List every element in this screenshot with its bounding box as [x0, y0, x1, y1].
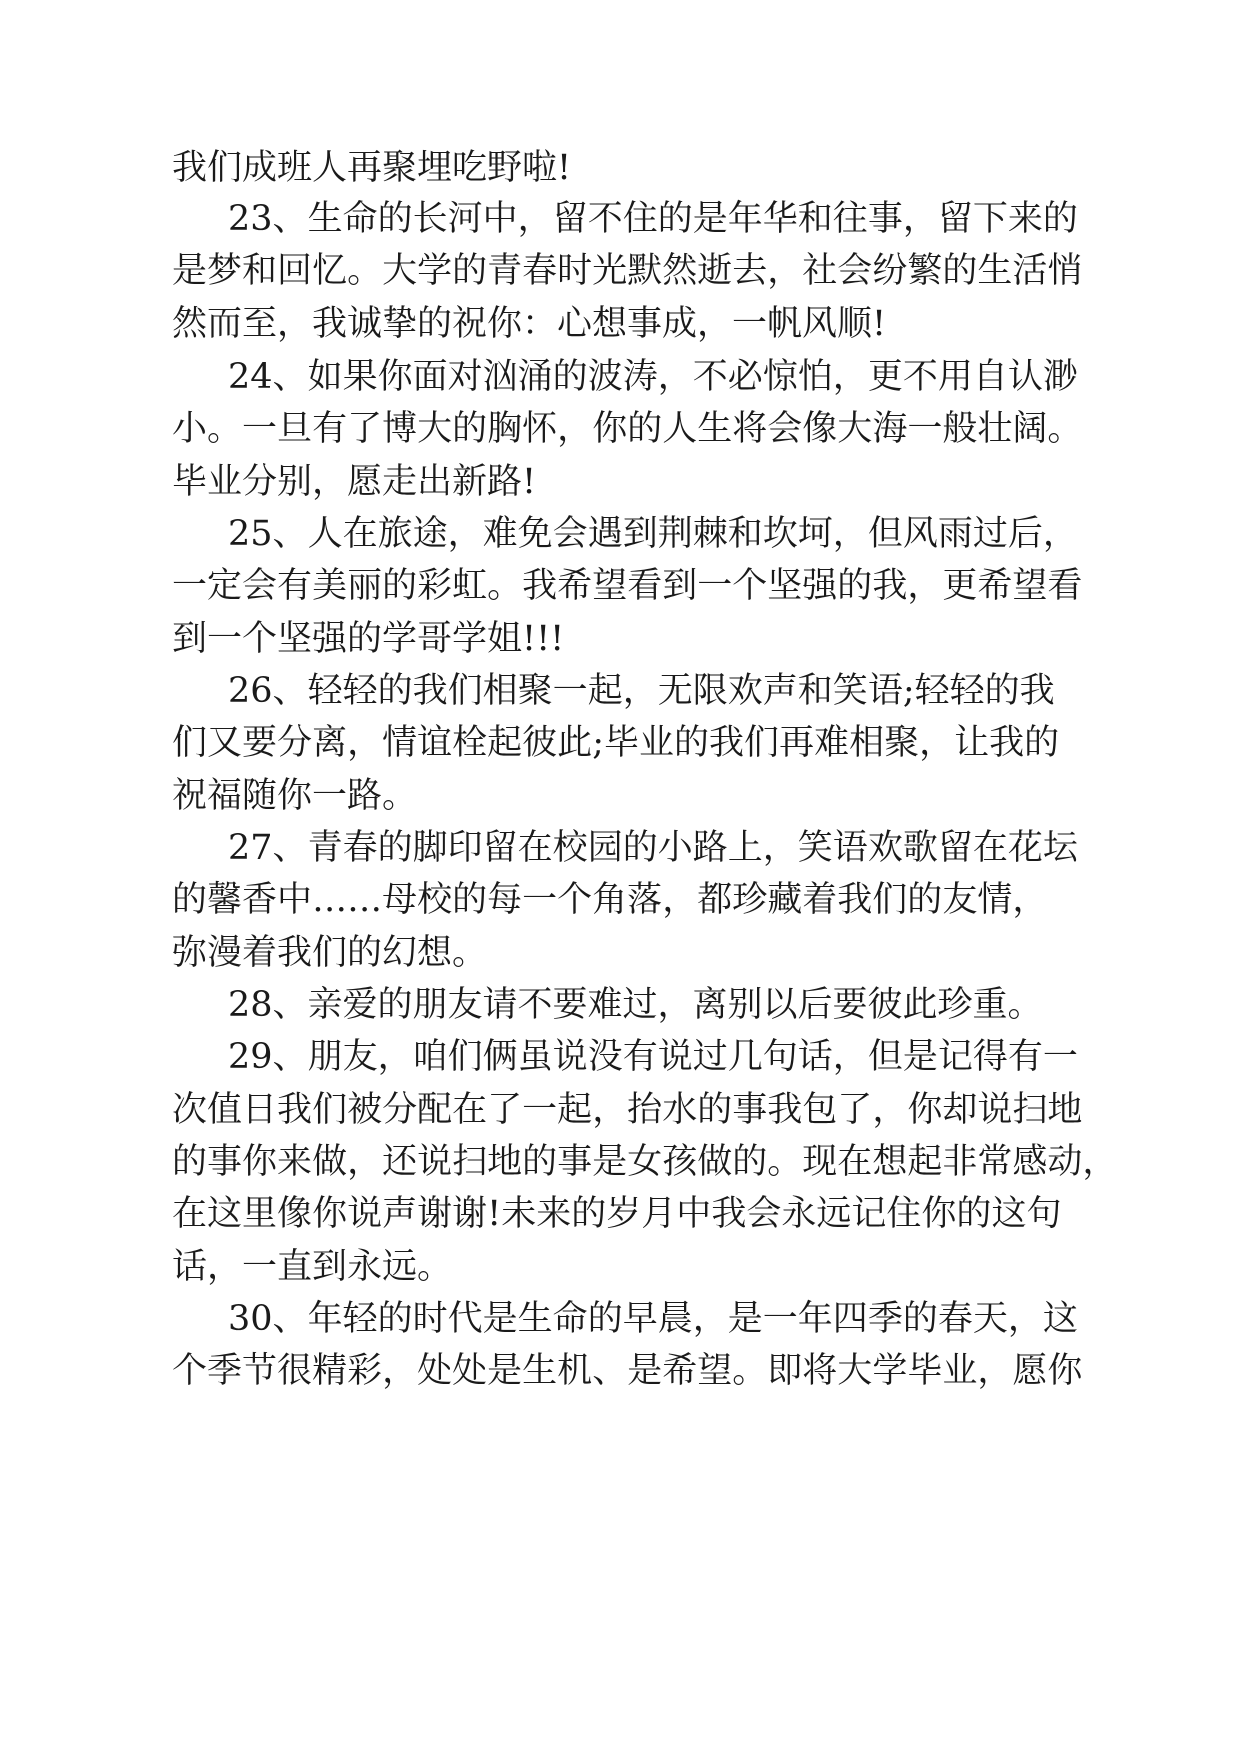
- paragraph-27-line-2: 的 馨 香 中 …… 母 校 的 每 一 个 角 落 ， 都 珍 藏 着 我 们 的 友 情 ，: [172, 880, 1048, 920]
- paragraph-24-line-3: 毕业分别，愿走出新路!: [172, 462, 537, 502]
- paragraph-26-line-3: 祝福随你一路。: [172, 776, 418, 816]
- paragraph-27-line-3: 弥漫着我们的幻想。: [172, 933, 488, 973]
- paragraph-29-line-4: 在 这 里 像 你 说 声 谢 谢 ! 未 来 的 岁 月 中 我 会 永 远 记 住 你 的 这 句: [172, 1194, 1062, 1234]
- paragraph-23-line-2: 是 梦 和 回 忆 。 大 学 的 青 春 时 光 默 然 逝 去 ， 社 会 纷 繁 的 生 活 悄: [172, 251, 1083, 291]
- paragraph-25-line-3: 到一个坚强的学哥学姐!!!: [172, 619, 565, 659]
- text-line: 我们成班人再聚埋吃野啦!: [172, 148, 572, 188]
- paragraph-30-line-1: 30 、 年 轻 的 时 代 是 生 命 的 早 晨 ， 是 一 年 四 季 的 春 天 ， 这: [228, 1299, 1078, 1339]
- paragraph-27-line-1: 27 、 青 春 的 脚 印 留 在 校 园 的 小 路 上 ， 笑 语 欢 歌 留 在 花 坛: [228, 828, 1078, 868]
- paragraph-24-line-1: 24 、 如 果 你 面 对 汹 涌 的 波 涛 ， 不 必 惊 怕 ， 更 不 用 自 认 渺: [228, 357, 1078, 397]
- paragraph-30-line-2: 个 季 节 很 精 彩 ， 处 处 是 生 机 、 是 希 望 。 即 将 大 学 毕 业 ， 愿 你: [172, 1351, 1083, 1391]
- paragraph-23-line-1: 23 、 生 命 的 长 河 中 ， 留 不 住 的 是 年 华 和 往 事 ， 留 下 来 的: [228, 199, 1078, 239]
- paragraph-24-line-2: 小 。 一 旦 有 了 博 大 的 胸 怀 ， 你 的 人 生 将 会 像 大 海 一 般 壮 阔 。: [172, 409, 1083, 449]
- paragraph-25-line-1: 25 、 人 在 旅 途 ， 难 免 会 遇 到 荆 棘 和 坎 坷 ， 但 风 雨 过 后 ，: [228, 514, 1078, 554]
- paragraph-26-line-1: 26 、 轻 轻 的 我 们 相 聚 一 起 ， 无 限 欢 声 和 笑 语 ; 轻 轻 的 我: [228, 671, 1055, 711]
- paragraph-23-line-3: 然而至，我诚挚的祝你：心想事成，一帆风顺!: [172, 304, 887, 344]
- paragraph-29-line-5: 话，一直到永远。: [172, 1247, 453, 1287]
- paragraph-25-line-2: 一 定 会 有 美 丽 的 彩 虹 。 我 希 望 看 到 一 个 坚 强 的 我 ， 更 希 望 看: [172, 566, 1083, 606]
- paragraph-29-line-3: 的 事 你 来 做 ， 还 说 扫 地 的 事 是 女 孩 做 的 。 现 在 想 起 非 常 感 动 ，: [172, 1142, 1118, 1182]
- paragraph-26-line-2: 们 又 要 分 离 ， 情 谊 栓 起 彼 此 ; 毕 业 的 我 们 再 难 相 聚 ， 让 我 的: [172, 723, 1060, 763]
- paragraph-29-line-1: 29 、 朋 友 ， 咱 们 俩 虽 说 没 有 说 过 几 句 话 ， 但 是 记 得 有 一: [228, 1037, 1078, 1077]
- paragraph-29-line-2: 次 值 日 我 们 被 分 配 在 了 一 起 ， 抬 水 的 事 我 包 了 ， 你 却 说 扫 地: [172, 1090, 1083, 1130]
- paragraph-28-line-1: 28、亲爱的朋友请不要难过，离别以后要彼此珍重。: [228, 985, 1043, 1025]
